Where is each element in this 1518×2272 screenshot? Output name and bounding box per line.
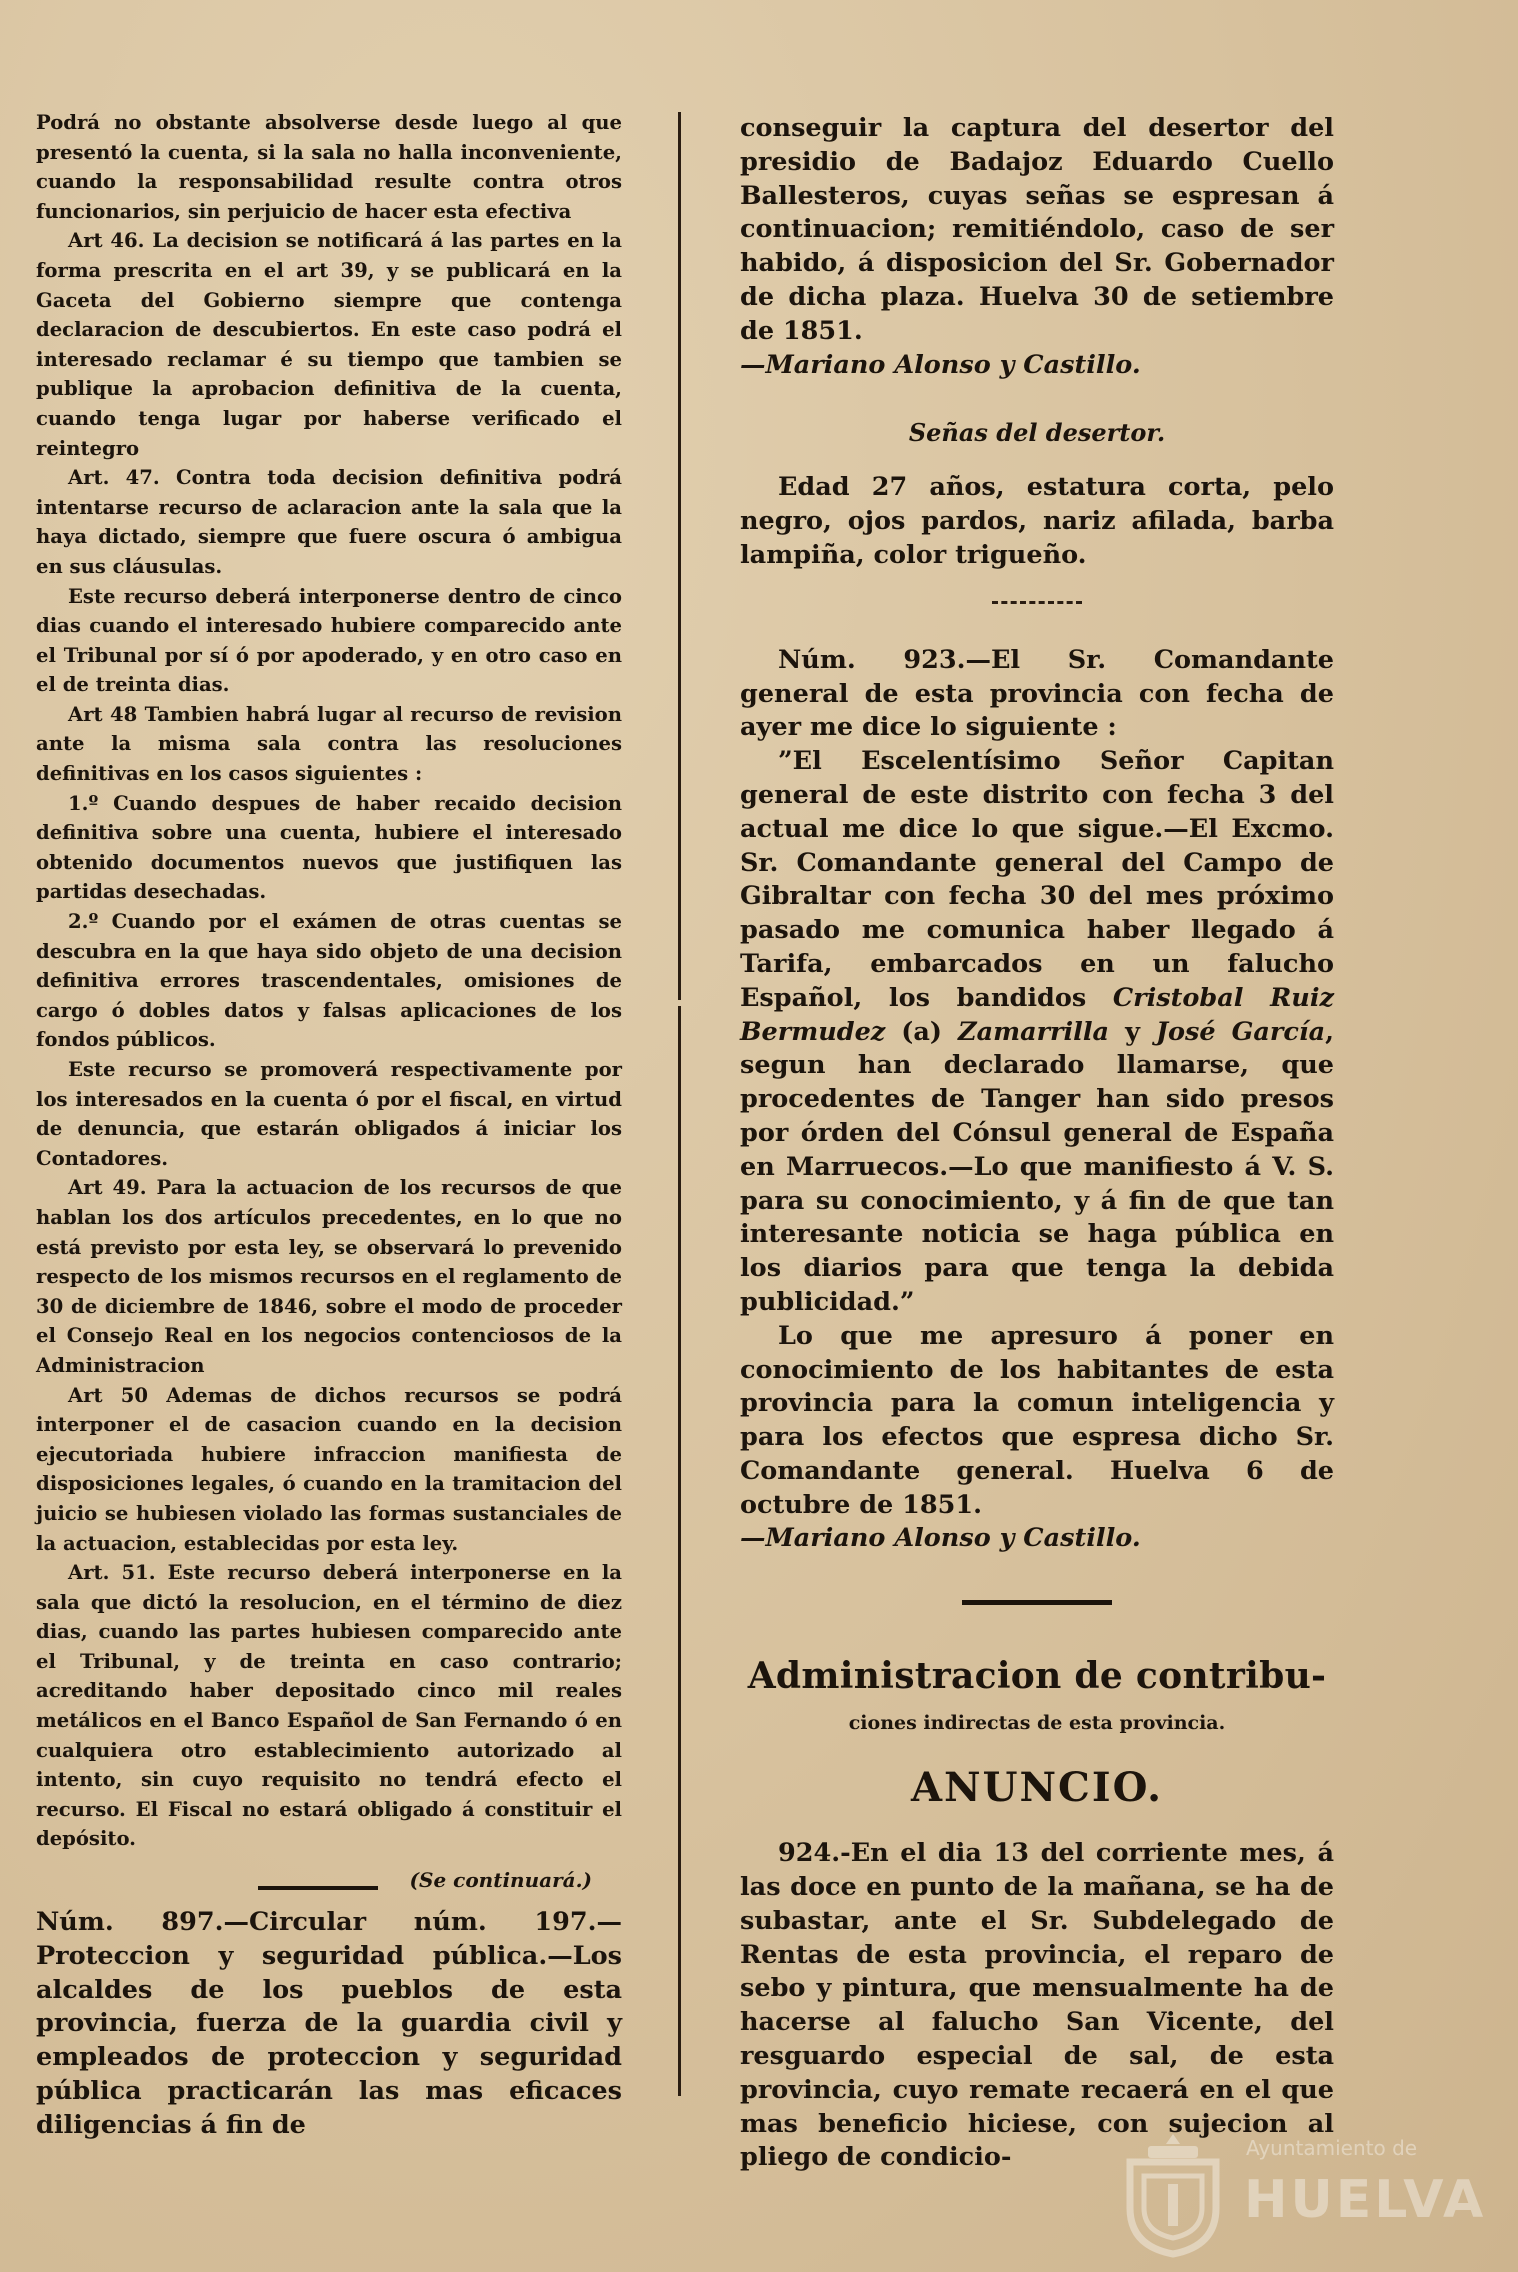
notice-923-closing: Lo que me apresuro á poner en conocimiento de los habitantes de esta provincia para la comun inteligencia y para los efectos que espresa dicho Sr. Comandante general. Huelva 6 de octubre de 1851. [740,1320,1334,1520]
notice-923-intro: Núm. 923.—El Sr. Comandante general de esta provincia con fecha de ayer me dice lo siguiente : [740,644,1334,743]
archive-watermark [1108,2128,1487,2258]
law-paragraph: Este recurso se promoverá respectivamente por los interesados en la cuenta ó por el fiscal, en virtud de denuncia, que estarán obligados á iniciar los Contadores. [36,1058,622,1170]
column-divider-bottom [678,1006,681,2096]
spacer [36,1890,622,1906]
bandit-name-2: José García [1155,1016,1326,1047]
circular-text: Núm. 897.—Circular núm. 197.— Proteccion y seguridad pública.—Los alcaldes de los pueblos de esta provincia, fuerza de la guardia civil y empleados de proteccion y seguridad pública practicarán las mas eficaces diligencias á fin de [36,1907,622,2140]
law-article-51: Art. 51. Este recurso deberá interponerse en la sala que dictó la resolucion, en el término de diez dias, cuando las partes hubiesen comparecido ante el Tribunal, y de treinta en caso contrario; acreditando haber depositado cinco mil reales metálicos en el Banco Español de San Fernando ó en cualquiera otro establecimiento autorizado al intento, sin cuyo requisito no tendrá efecto el recurso. El Fiscal no estará obligado á constituir el depósito. [36,1561,622,1851]
law-paragraph: 1.º Cuando despues de haber recaido decision definitiva sobre una cuenta, hubiere el interesado obtenido documentos nuevos que justifiquen las partidas desechadas. [36,791,622,904]
deserter-text: conseguir la captura del desertor del presidio de Badajoz Eduardo Cuello Ballesteros, cuyas señas se espresan á continuacion; remitiéndolo, caso de ser habido, á disposicion del Sr. Gobernador de dicha plaza. Huelva 30 de setiembre de 1851. [740,113,1334,346]
signature: —Mariano Alonso y Castillo. [740,1523,1141,1554]
deserter-description-text: Edad 27 años, estatura corta, pelo negro, ojos pardos, nariz afilada, barba lampiña, color trigueño. [740,472,1334,570]
deserter-description-title: Señas del desertor. [908,418,1166,448]
law-article-50: Art 50 Ademas de dichos recursos se podrá interponer el de casacion cuando en la decision ejecutoriada hubiere infraccion manifiesta de disposiciones legales, ó cuando en la tramitacion del juicio se hubiesen violado las formas sustanciales de la actuacion, establecidas por esta ley. [36,1383,622,1555]
notice-923 [740,644,1334,1557]
admin-subheading: ciones indirectas de esta provincia. [848,1712,1226,1735]
law-article-49: Art 49. Para la actuacion de los recursos de que hablan los dos artículos precedentes, en lo que no está previsto por esta ley, se observará lo prevenido respecto de los mismos recursos en el reglamento de 30 de diciembre de 1846, sobre el modo de proceder el Consejo Real en los negocios contenciosos de la Administracion [36,1176,622,1377]
law-paragraph: Este recurso deberá interponerse dentro de cinco dias cuando el interesado hubiere comparecido ante el Tribunal por sí ó por apoderado, y en otro caso en el de treinta dias. [36,584,622,697]
admin-heading: Administracion de contribu- [747,1655,1327,1698]
circular-897 [36,1906,622,2143]
alias-marker: (a) [885,1016,958,1047]
city-seal-icon [1108,2128,1238,2258]
law-paragraph: Podrá no obstante absolverse desde luego al que presentó la cuenta, si la sala no halla inconveniente, cuando la responsabilidad resulte contra otros funcionarios, sin perjuicio de hacer esta efectiva [36,111,622,223]
law-articles [36,108,622,1854]
watermark-city-label: HUELVA [1244,2170,1487,2230]
law-article-48: Art 48 Tambien habrá lugar al recurso de revision ante la misma sala contra las resoluciones definitivas en los casos siguientes : [36,702,622,786]
watermark-town-label: Ayuntamiento de [1246,2136,1418,2160]
anuncio-heading: ANUNCIO. [910,1764,1163,1812]
conjunction: y [1109,1016,1156,1047]
left-column [36,108,622,2143]
law-article-47: Art. 47. Contra toda decision definitiva podrá intentarse recurso de aclaracion ante la sala que la haya dictado, siempre que fuere oscura ó ambigua en sus cláusulas. [36,466,622,578]
law-paragraph: 2.º Cuando por el exámen de otras cuentas se descubra en la que haya sido objeto de una decision definitiva errores trascendentales, omisiones de cargo ó dobles datos y falsas aplicaciones de los fondos públicos. [36,910,622,1052]
notice-923-body-b: , segun han declarado llamarse, que procedentes de Tanger han sido presos por órden del Cónsul general de España en Marruecos.—Lo que manifiesto á V. S. para su conocimiento, y á fin de que tan interesante noticia se haga pública en los diarios para que tenga la debida publicidad.” [740,1016,1334,1317]
notice-924 [740,1837,1334,2175]
separator-dash [992,601,1082,604]
notice-923-body-a: ”El Escelentísimo Señor Capitan general de este distrito con fecha 3 del actual me dice lo que sigue.—El Excmo. Sr. Comandante general del Campo de Gibraltar con fecha 30 del mes próximo pasado me comunica haber llegado á Tarifa, embarcados en un falucho Español, los bandidos [740,746,1334,1013]
bandit-name-1: Cristobal Ruiz Bermudez [740,982,1334,1047]
notice-923-body [740,745,1334,1320]
deserter-notice [740,112,1334,382]
continued-note: (Se continuará.) [409,1868,592,1893]
right-column [740,112,1334,2175]
law-article-46: Art 46. La decision se notificará á las partes en la forma prescrita en el art 39, y se publicará en la Gaceta del Gobierno siempre que contenga declaracion de descubiertos. En este caso podrá el interesado reclamar é su tiempo que tambien se publique la aprobacion definitiva de la cuenta, cuando tenga lugar por haberse verificado el reintegro [36,229,622,460]
signature: —Mariano Alonso y Castillo. [740,349,1141,380]
notice-924-text: 924.-En el dia 13 del corriente mes, á las doce en punto de la mañana, se ha de subastar, ante el Sr. Subdelegado de Rentas de esta provincia, el reparo de sebo y pintura, que mensualmente ha de hacerse al falucho San Vicente, del resguardo especial de sal, de esta provincia, cuyo remate recaerá en el que mas beneficio hiciese, con sujecion al pliego de condicio- [740,1838,1334,2173]
column-divider-top [678,112,681,1000]
deserter-description [740,471,1334,572]
bandit-alias: Zamarrilla [957,1016,1110,1047]
section-rule [962,1600,1112,1605]
